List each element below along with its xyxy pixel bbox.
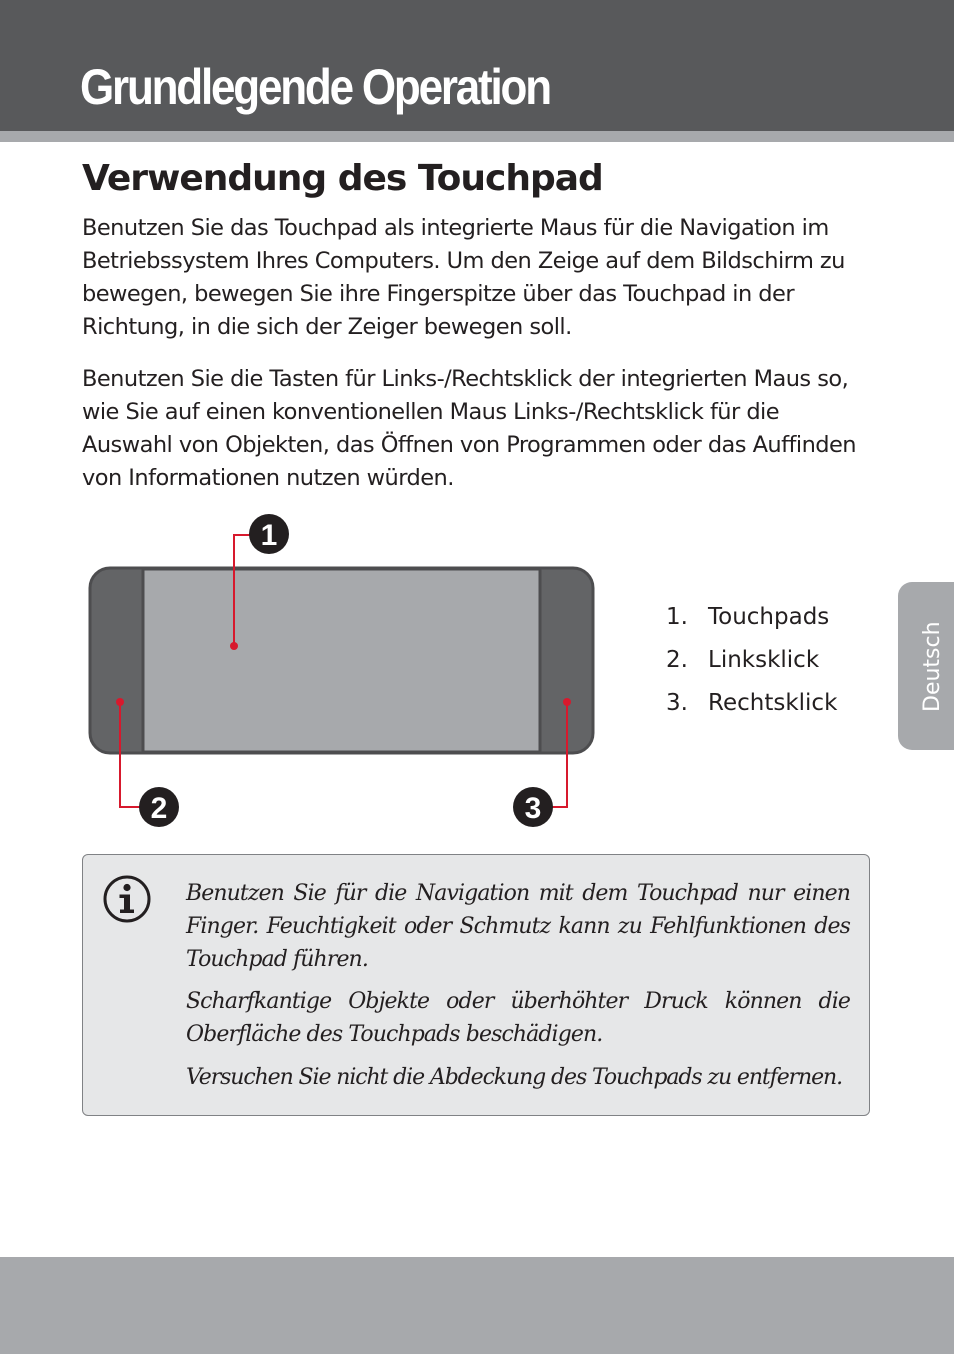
legend-item xyxy=(666,686,837,729)
touchpad-diagram xyxy=(80,508,610,838)
legend-label: Touchpads xyxy=(708,604,830,630)
language-tab-label: Deutsch xyxy=(920,621,945,712)
callout-2-label: 2 xyxy=(150,792,168,825)
legend-number: 1. xyxy=(666,604,688,630)
leader-dot-3 xyxy=(563,698,571,706)
legend-item xyxy=(666,600,837,643)
note-text-3: Versuchen Sie nicht die Abdeckung des Touchpads zu entfernen. xyxy=(186,1065,842,1090)
buttons-paragraph: Benutzen Sie die Tasten für Links-/Rechtsklick der integrierten Maus so, wie Sie auf einen konventionellen Maus Links-/Rechtsklick für die Auswahl von Objekten, das Öffnen von Programmen oder das Auffinden von Informationen nutzen würden. xyxy=(82,366,857,491)
callout-2 xyxy=(139,787,179,827)
legend-label: Rechtsklick xyxy=(708,690,838,716)
note-text-2: Scharfkantige Objekte oder überhöhter Druck können die Oberfläche des Touchpads beschädigen. xyxy=(186,989,850,1047)
header-stripe xyxy=(0,131,954,142)
callout-1 xyxy=(249,514,289,554)
legend-label: Linksklick xyxy=(708,647,820,673)
diagram-legend xyxy=(666,600,837,729)
callout-3-label: 3 xyxy=(524,792,542,825)
leader-dot-2 xyxy=(116,698,124,706)
info-icon xyxy=(102,874,152,924)
callout-1-label: 1 xyxy=(260,519,278,552)
touchpad-surface xyxy=(143,569,540,752)
callout-3 xyxy=(513,787,553,827)
note-text-1: Benutzen Sie für die Navigation mit dem Touchpad nur einen Finger. Feuchtigkeit oder Schmutz kann zu Fehlfunktionen des Touchpad führen. xyxy=(186,881,850,972)
legend-number: 2. xyxy=(666,647,688,673)
legend-number: 3. xyxy=(666,690,688,716)
page-title: Grundlegende Operation xyxy=(80,59,550,115)
legend-item xyxy=(666,643,837,686)
leader-dot-1 xyxy=(230,642,238,650)
footer-bar xyxy=(0,1257,954,1354)
section-title: Verwendung des Touchpad xyxy=(82,158,603,199)
intro-paragraph: Benutzen Sie das Touchpad als integrierte Maus für die Navigation im Betriebssystem Ihres Computers. Um den Zeige auf dem Bildschirm zu bewegen, bewegen Sie ihre Fingerspitze über das Touchpad in der Richtung, in die sich der Zeiger bewegen soll. xyxy=(82,215,845,340)
